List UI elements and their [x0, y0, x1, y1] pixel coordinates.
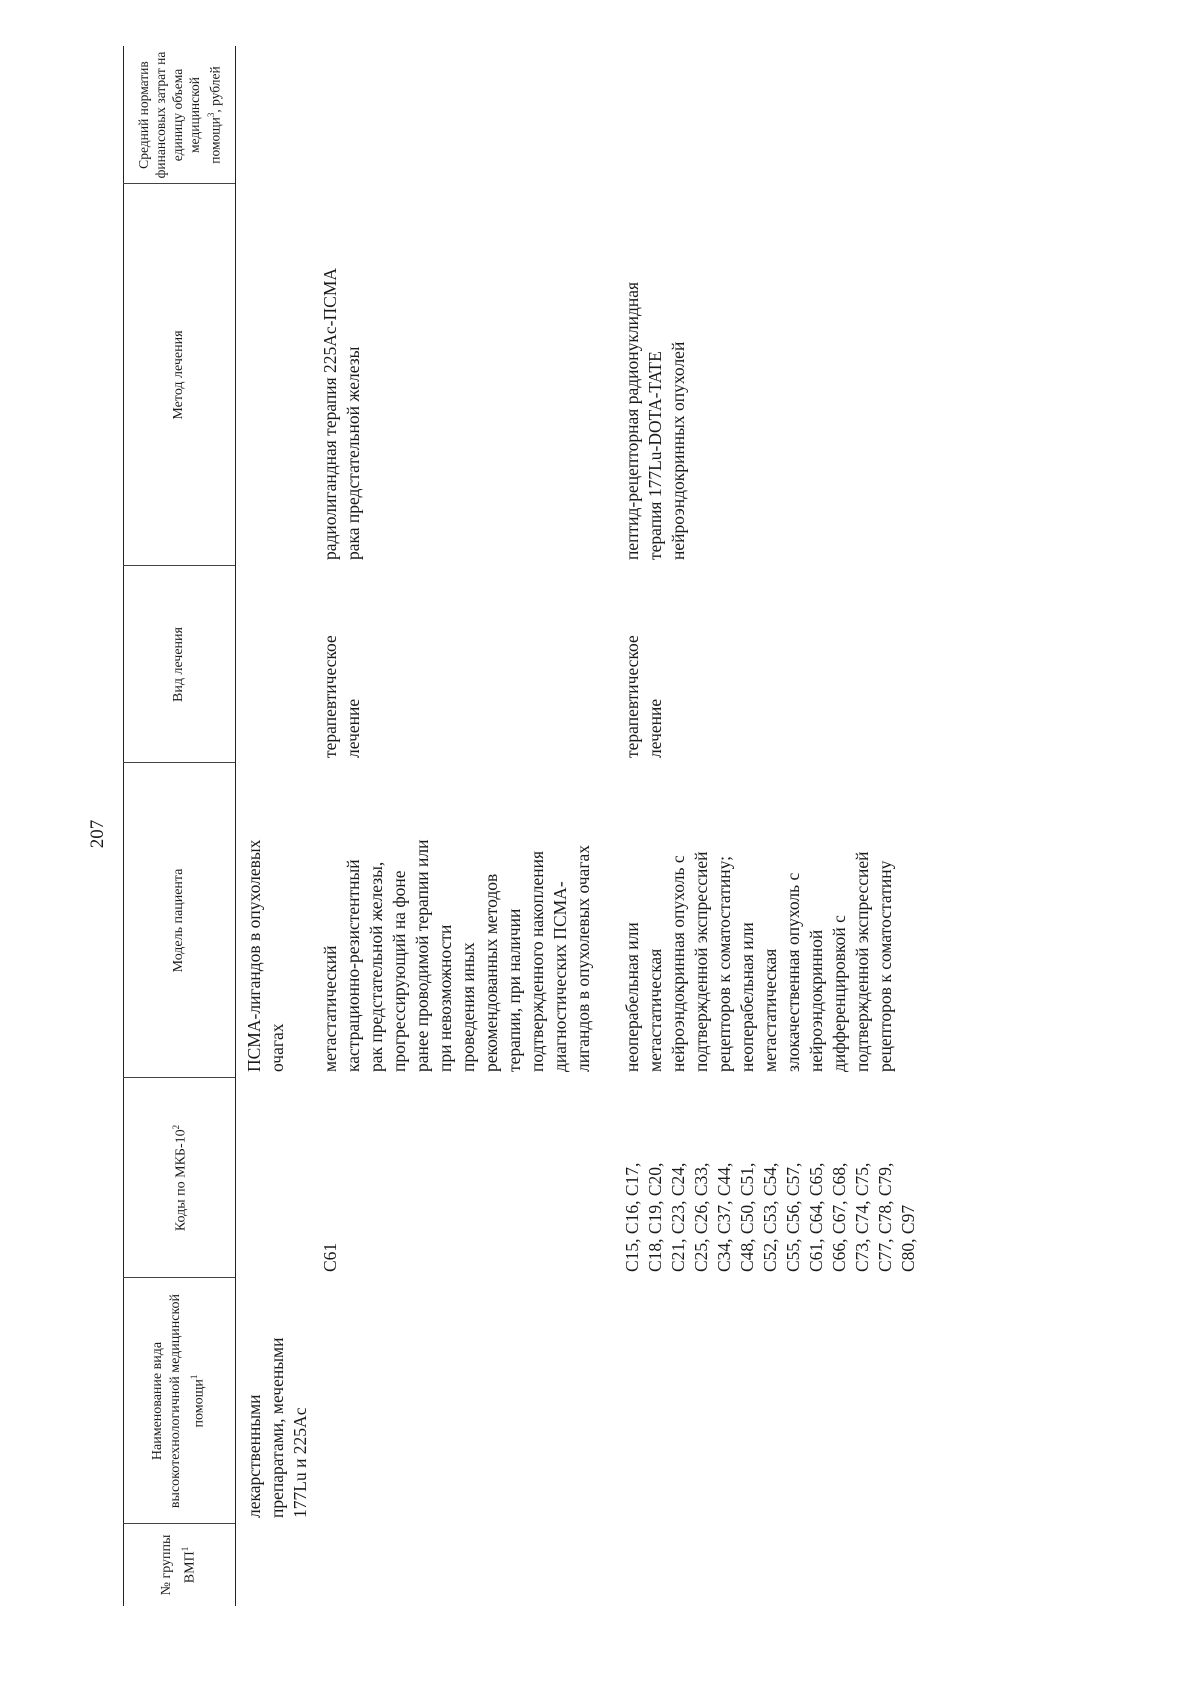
continuation-vmp-name: лекарственными препаратами, мечеными 177Lu и 225Ac	[244, 1337, 310, 1518]
header-icd-codes: Коды по МКБ-$10^2$	[171, 1124, 189, 1232]
header-group-no: № группы ВМП$^1$	[159, 1534, 198, 1596]
table-row-1-patient-model: метастатический кастрационно-резистентный рак предстательной железы, прогрессирующий на фоне ранее проводимой терапии или при невозможности проведения иных рекомендованных методов терапии, при наличии подтвержденного накопления диагностических ПСМА- лигандов в опухолевых очагах	[320, 839, 593, 1072]
table-row-2-treatment-type: терапевтическое лечение	[622, 635, 665, 758]
header-treatment-type: Вид лечения	[171, 627, 186, 702]
header-vmp-name: Наименование вида высокотехнологичной медицинской помощи$^1$	[150, 1293, 207, 1509]
header-treatment-method: Метод лечения	[171, 330, 186, 420]
header-patient-model: Модель пациента	[171, 868, 186, 973]
table-row-1-treatment-type: терапевтическое лечение	[320, 635, 363, 758]
table-row-1-icd-codes: C61	[320, 1242, 340, 1272]
rotated-table	[123, 46, 1200, 1606]
page-number: 207	[87, 819, 108, 849]
table-row-2-icd-codes: C15, C16, C17, C18, C19, C20, C21, C23, C24, C25, C26, C33, C34, C37, C44, C48, C50, C51, C52, C53, C54, C55, C56, C57, C61, C64, C65, C66, C67, C68, C73, C74, C75, C77, C78, C79, C80, C97	[622, 1162, 918, 1272]
table-row-2-patient-model: неоперабельная или метастатическая нейроэндокринная опухоль с подтвержденной экспрессией рецепторов к соматостатину; неоперабельная или метастатическая злокачественная опухоль с нейроэндокринной дифференцировкой с подтвержденной экспрессией рецепторов к соматостатину	[622, 851, 895, 1072]
continuation-patient-model: ПСМА-лигандов в опухолевых очагах	[244, 839, 287, 1072]
table-row-1-treatment-method: радиолигандная терапия 225Ac-ПСМА рака предстательной железы	[320, 267, 363, 560]
table-row-2-treatment-method: пептид-рецепторная радионуклидная терапия 177Lu-DOTA-TATE нейроэндокринных опухолей	[622, 281, 688, 560]
header-avg-cost: Средний норматив финансовых затрат на единицу объема медицинской помощи$^3$, рублей	[135, 51, 223, 179]
header-bottom-rule	[235, 46, 236, 1606]
